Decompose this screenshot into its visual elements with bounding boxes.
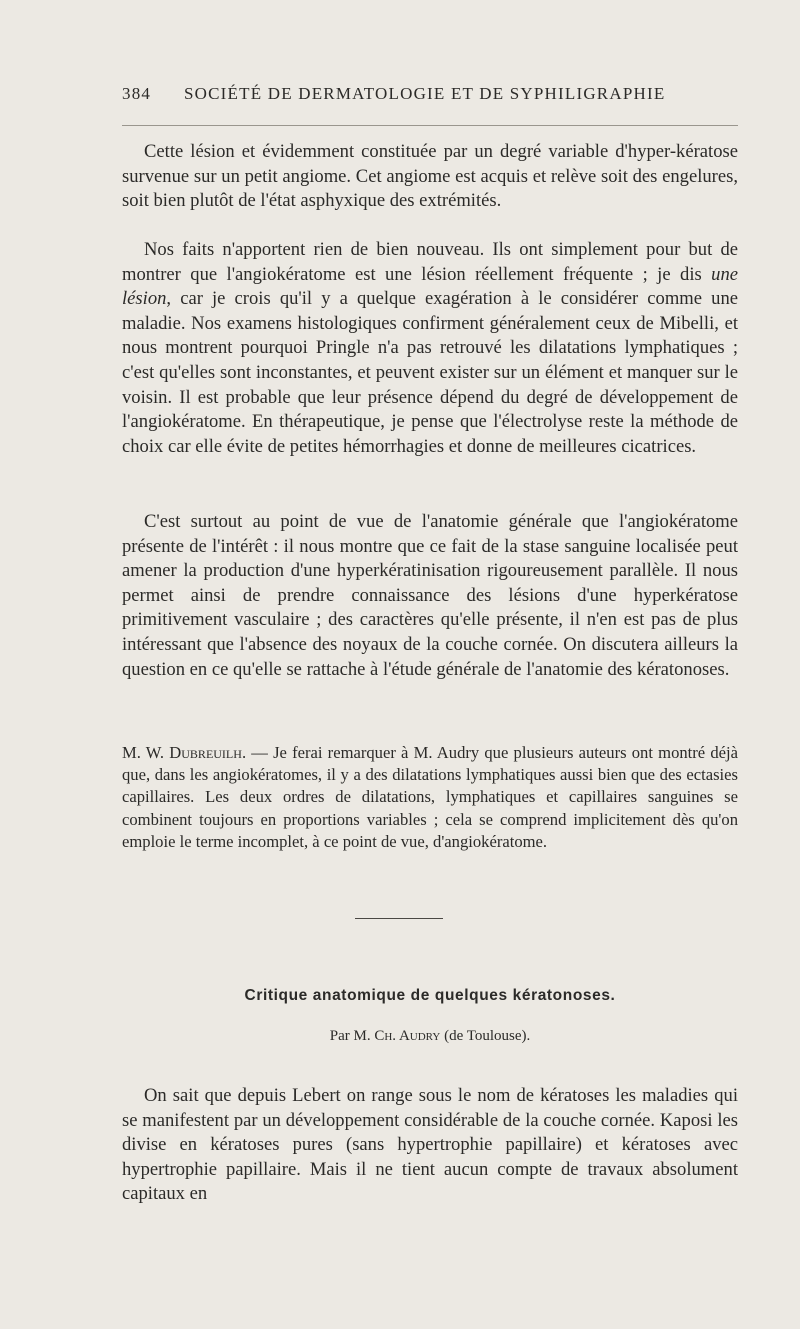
paragraph-2 [122, 238, 738, 459]
paragraph-1: Cette lésion et évidemment constituée par un degré variable d'hyper-kératose survenue sur un petit angiome. Cet angiome est acquis et relève soit des engelures, soit bien plutôt de l'état asphyxique des extrémités. [122, 141, 738, 212]
byline-suffix: (de Toulouse). [440, 1028, 531, 1044]
byline-prefix: Par M. [329, 1028, 375, 1044]
article-byline [122, 1028, 738, 1045]
running-title: SOCIÉTÉ DE DERMATOLOGIE ET DE SYPHILIGRAPHIE [184, 84, 666, 103]
running-header [122, 84, 738, 110]
paragraph-2-emphasis: une lésion [122, 263, 738, 310]
article-title: Critique anatomique de quelques kératonoses. [244, 987, 616, 1004]
discussion-text: . — Je ferai remarquer à M. Audry que plusieurs auteurs ont montré déjà que, dans les angiokératomes, il y a des dilatations lymphatiques aussi bien que des ectasies capillaires. Les deux ordres de dilatations, lymphatiques et capillaires sanguines se combinent toujours en proportions variables ; cela se comprend implicitement dès qu'on emploie le terme incomplet, à ce point de vue, d'angiokératome. [122, 743, 738, 851]
section-divider [355, 918, 443, 919]
paragraph-2-text-a: Nos faits n'apportent rien de bien nouveau. Ils ont simplement pour but de montrer que l'angiokératome est une lésion réellement fréquente ; je dis [122, 239, 738, 285]
discussion-remark [122, 742, 738, 853]
paragraph-2-text-b: , car je crois qu'il y a quelque exagération à le considérer comme une maladie. Nos examens histologiques confirment généralement ceux de Mibelli, et nous montrent pourquoi Pringle n'a pas retrouvé les dilatations lymphatiques ; c'est qu'elles sont inconstantes, et peuvent exister sur un élément et manquer sur le voisin. Il est probable que leur présence dépend du degré de développement de l'angiokératome. En thérapeutique, je pense que l'électrolyse reste la méthode de choix car elle évite de petites hémorrhagies et donne de meilleures cicatrices. [122, 288, 738, 457]
byline-author: Ch. Audry [374, 1028, 441, 1044]
paragraph-4: On sait que depuis Lebert on range sous le nom de kératoses les maladies qui se manifestent par un développement considérable de la couche cornée. Kaposi les divise en kératoses pures (sans hypertrophie papillaire) et kératoses avec hypertrophie papillaire. Mais il ne tient aucun compte de travaux absolument capitaux en [122, 1085, 738, 1205]
page-number: 384 [122, 84, 152, 103]
discussion-prefix: M. W. [122, 743, 170, 762]
paragraph-3: C'est surtout au point de vue de l'anatomie générale que l'angiokératome présente de l'intérêt : il nous montre que ce fait de la stase sanguine localisée peut amener la production d'une hyperkératinisation rigoureusement parallèle. Il nous permet ainsi de prendre connaissance des lésions d'une hyperkératose primitivement vasculaire ; des caractères qu'elle présente, il n'en est pas de plus intéressant que l'absence des noyaux de la couche cornée. On discutera ailleurs la question en ce qu'elle se rattache à l'étude générale de l'anatomie des kératonoses. [122, 511, 738, 680]
header-rule [122, 125, 738, 126]
discussion-speaker: Dubreuilh [169, 743, 242, 762]
